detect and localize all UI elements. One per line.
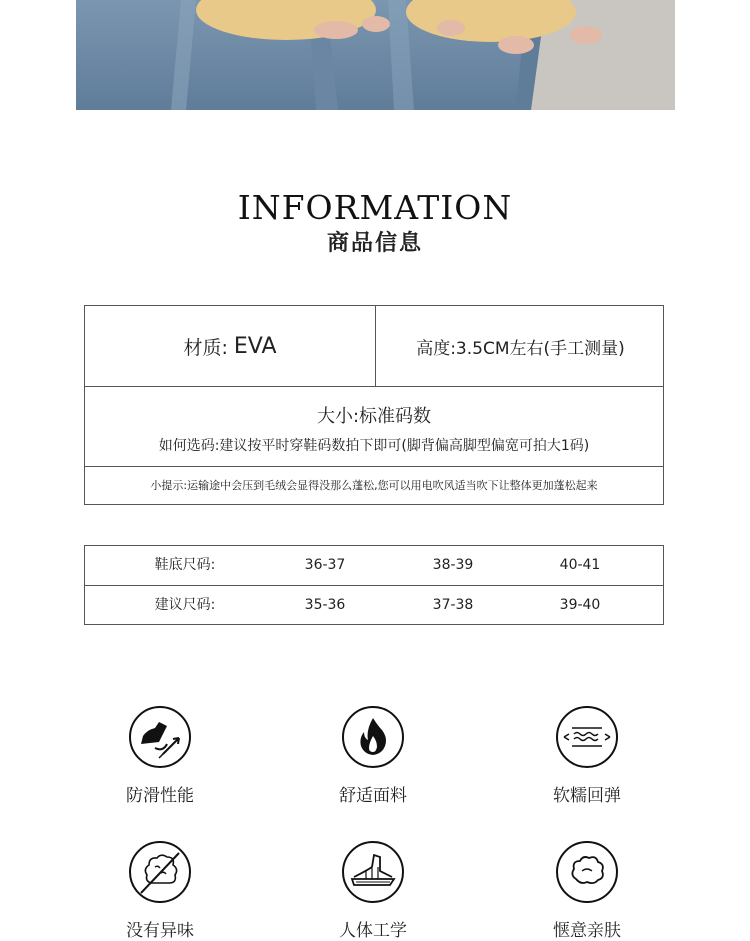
size-cell: 40-41 [559,557,601,573]
title-english: INFORMATION [237,188,513,227]
feature-comfort-fabric [293,706,453,806]
info-table [84,305,664,505]
feature-soft-rebound [507,706,667,806]
product-photo [76,0,675,110]
size-cell: 35-36 [304,597,346,613]
feature-label: 防滑性能 [126,786,194,806]
feature-label: 惬意亲肤 [553,921,621,941]
flame-icon [342,706,404,768]
height-cell: 高度:3.5CM左右(手工测量) [416,338,625,359]
table-row [85,586,663,625]
info-row-material-height [85,306,663,387]
size-table [84,545,664,625]
info-row-size [85,386,663,467]
material-value: EVA [233,333,277,359]
feature-label: 没有异味 [126,921,194,941]
tip-text: 小提示:运输途中会压到毛绒会显得没那么蓬松,您可以用电吹风适当吹下让整体更加蓬松起来 [150,479,598,492]
size-cell: 36-37 [304,557,346,573]
feature-anti-slip [80,706,240,806]
title-chinese: 商品信息 [326,231,423,256]
feature-label: 舒适面料 [339,786,407,806]
size-standard: 大小:标准码数 [316,406,432,427]
feature-label: 软糯回弹 [553,786,621,806]
size-cell: 38-39 [432,557,474,573]
wave-icon [556,706,618,768]
feature-skin-friendly [507,841,667,941]
cotton-icon [556,841,618,903]
row-label: 鞋底尺码: [154,557,216,573]
material-label: 材质: [183,336,228,359]
row-label: 建议尺码: [154,597,216,613]
size-cell: 37-38 [432,597,474,613]
feature-no-odor [80,841,240,941]
no-odor-icon [129,841,191,903]
size-cell: 39-40 [559,597,601,613]
anti-slip-icon [129,706,191,768]
ergonomic-icon [342,841,404,903]
feature-ergonomic [293,841,453,941]
table-row [85,546,663,586]
feature-label: 人体工学 [339,921,407,941]
size-advice: 如何选码:建议按平时穿鞋码数拍下即可(脚背偏高脚型偏宽可拍大1码) [158,438,590,454]
material-cell [85,306,375,386]
